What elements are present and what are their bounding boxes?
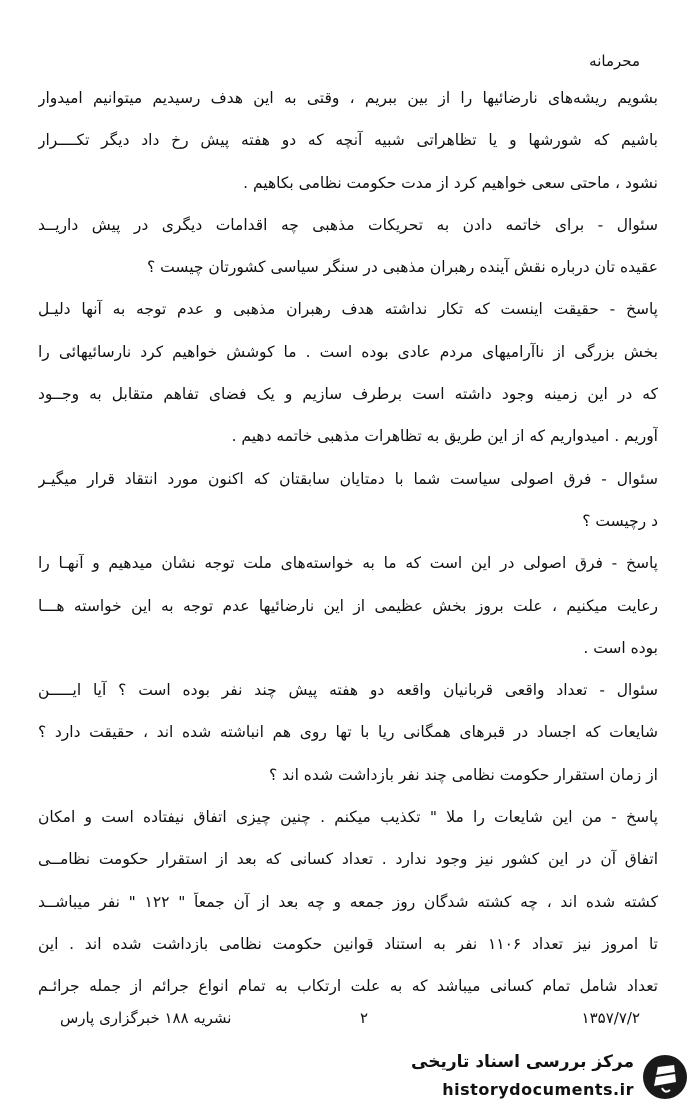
archive-watermark <box>408 1046 694 1112</box>
text-line: نشود ، ماحتی سعی خواهیم کرد از مدت حکومت نظامی بکاهیم . <box>243 173 658 192</box>
text-line: تعداد شامل تمام کسانی میباشد که به علت ارتکاب به تمام انواع جرائم از جمله جرائـم <box>38 977 658 996</box>
text-line: رعایت میکنیم ، علت بروز بخش عظیمی از این نارضائیها عدم توجه به این خواسته هـــا <box>38 596 658 615</box>
text-line: از زمان استقرار حکومت نظامی چند نفر بازداشت شده اند ؟ <box>268 765 658 784</box>
text-line: تا امروز نیز تعداد ۱۱۰۶ نفر به استناد قوانین حکومت نظامی بازداشت شده اند . این <box>38 934 658 953</box>
text-line: سئوال - تعداد واقعی قربانیان واقعه دو هفته پیش چند نفر بوده است ؟ آیا ایـــــن <box>38 681 658 700</box>
text-line: د رچیست ؟ <box>582 511 658 530</box>
text-line: سئوال - برای خاتمه دادن به تحریکات مذهبی چه اقدامات دیگری در پیش داریــد <box>38 215 658 234</box>
text-line: آوریم . امیدواریم که از این طریق به تظاهرات مذهبی خاتمه دهیم . <box>231 427 658 446</box>
page-footer <box>60 1009 640 1033</box>
text-line: بوده است . <box>583 638 658 657</box>
classification-label: محرمانه <box>589 52 640 70</box>
footer-source: نشریه ۱۸۸ خبرگزاری پارس <box>60 1009 232 1027</box>
text-line: پاسخ - فرق اصولی در این است که ما به خواسته‌های ملت توجه نشان میدهیم و آنهـا را <box>38 554 658 573</box>
text-line: بشویم ریشه‌های نارضائیها را از بین ببریم ، وقتی به این هدف رسیدیم میتوانیم امیدوار <box>38 89 658 107</box>
text-line: شایعات که اجساد در قبرهای همگانی ریا با تها روی هم انباشته شده اند ، حقیقت دارد ؟ <box>38 723 658 742</box>
text-line: که در این زمینه وجود داشته است برطرف سازیم و یک فضای تفاهم متقابل به وجــود <box>38 385 658 404</box>
text-line: سئوال - فرق اصولی سیاست شما با دمتایان سابقتان که اکنون مورد انتقاد قرار میگیـر <box>38 469 658 488</box>
text-line: باشیم که شورشها و یا تظاهراتی شبیه آنچه که دو هفته پیش رخ داد دیگر تکــــرار <box>38 131 658 150</box>
footer-date: ۱۳۵۷/۷/۲ <box>581 1009 640 1027</box>
document-body <box>38 88 658 1019</box>
text-line: عقیده تان درباره نقش آینده رهبران مذهبی در سنگر سیاسی کشورتان چیست ؟ <box>147 258 658 277</box>
text-line: پاسخ - من این شایعات را ملا " تکذیب میکنم . چنین چیزی اتفاق نیفتاده است و امکان <box>38 808 658 827</box>
page-number: ۲ <box>360 1009 369 1027</box>
text-line: بخش بزرگی از ناآرامیهای مردم عادی بوده است . ما کوشش خواهیم کرد نارسائیهائی را <box>38 342 658 361</box>
archive-logo-icon <box>640 1052 690 1102</box>
watermark-title: مرکز بررسی اسناد تاریخی <box>411 1052 634 1072</box>
text-line: پاسخ - حقیقت اینست که تکار نداشته هدف رهبران مذهبی و عدم توجه به آنها دلیـل <box>38 300 658 319</box>
text-line: کشته شده اند ، چه کشته شدگان روز جمعه و چه بعد از آن جمعاً " ۱۲۲ " نفر میباشــد <box>38 892 658 911</box>
watermark-url: historydocuments.ir <box>442 1080 634 1099</box>
text-line: اتفاق آن در این کشور نیز وجود ندارد . تعداد کسانی که بعد از استقرار حکومت نظامــی <box>38 850 658 869</box>
